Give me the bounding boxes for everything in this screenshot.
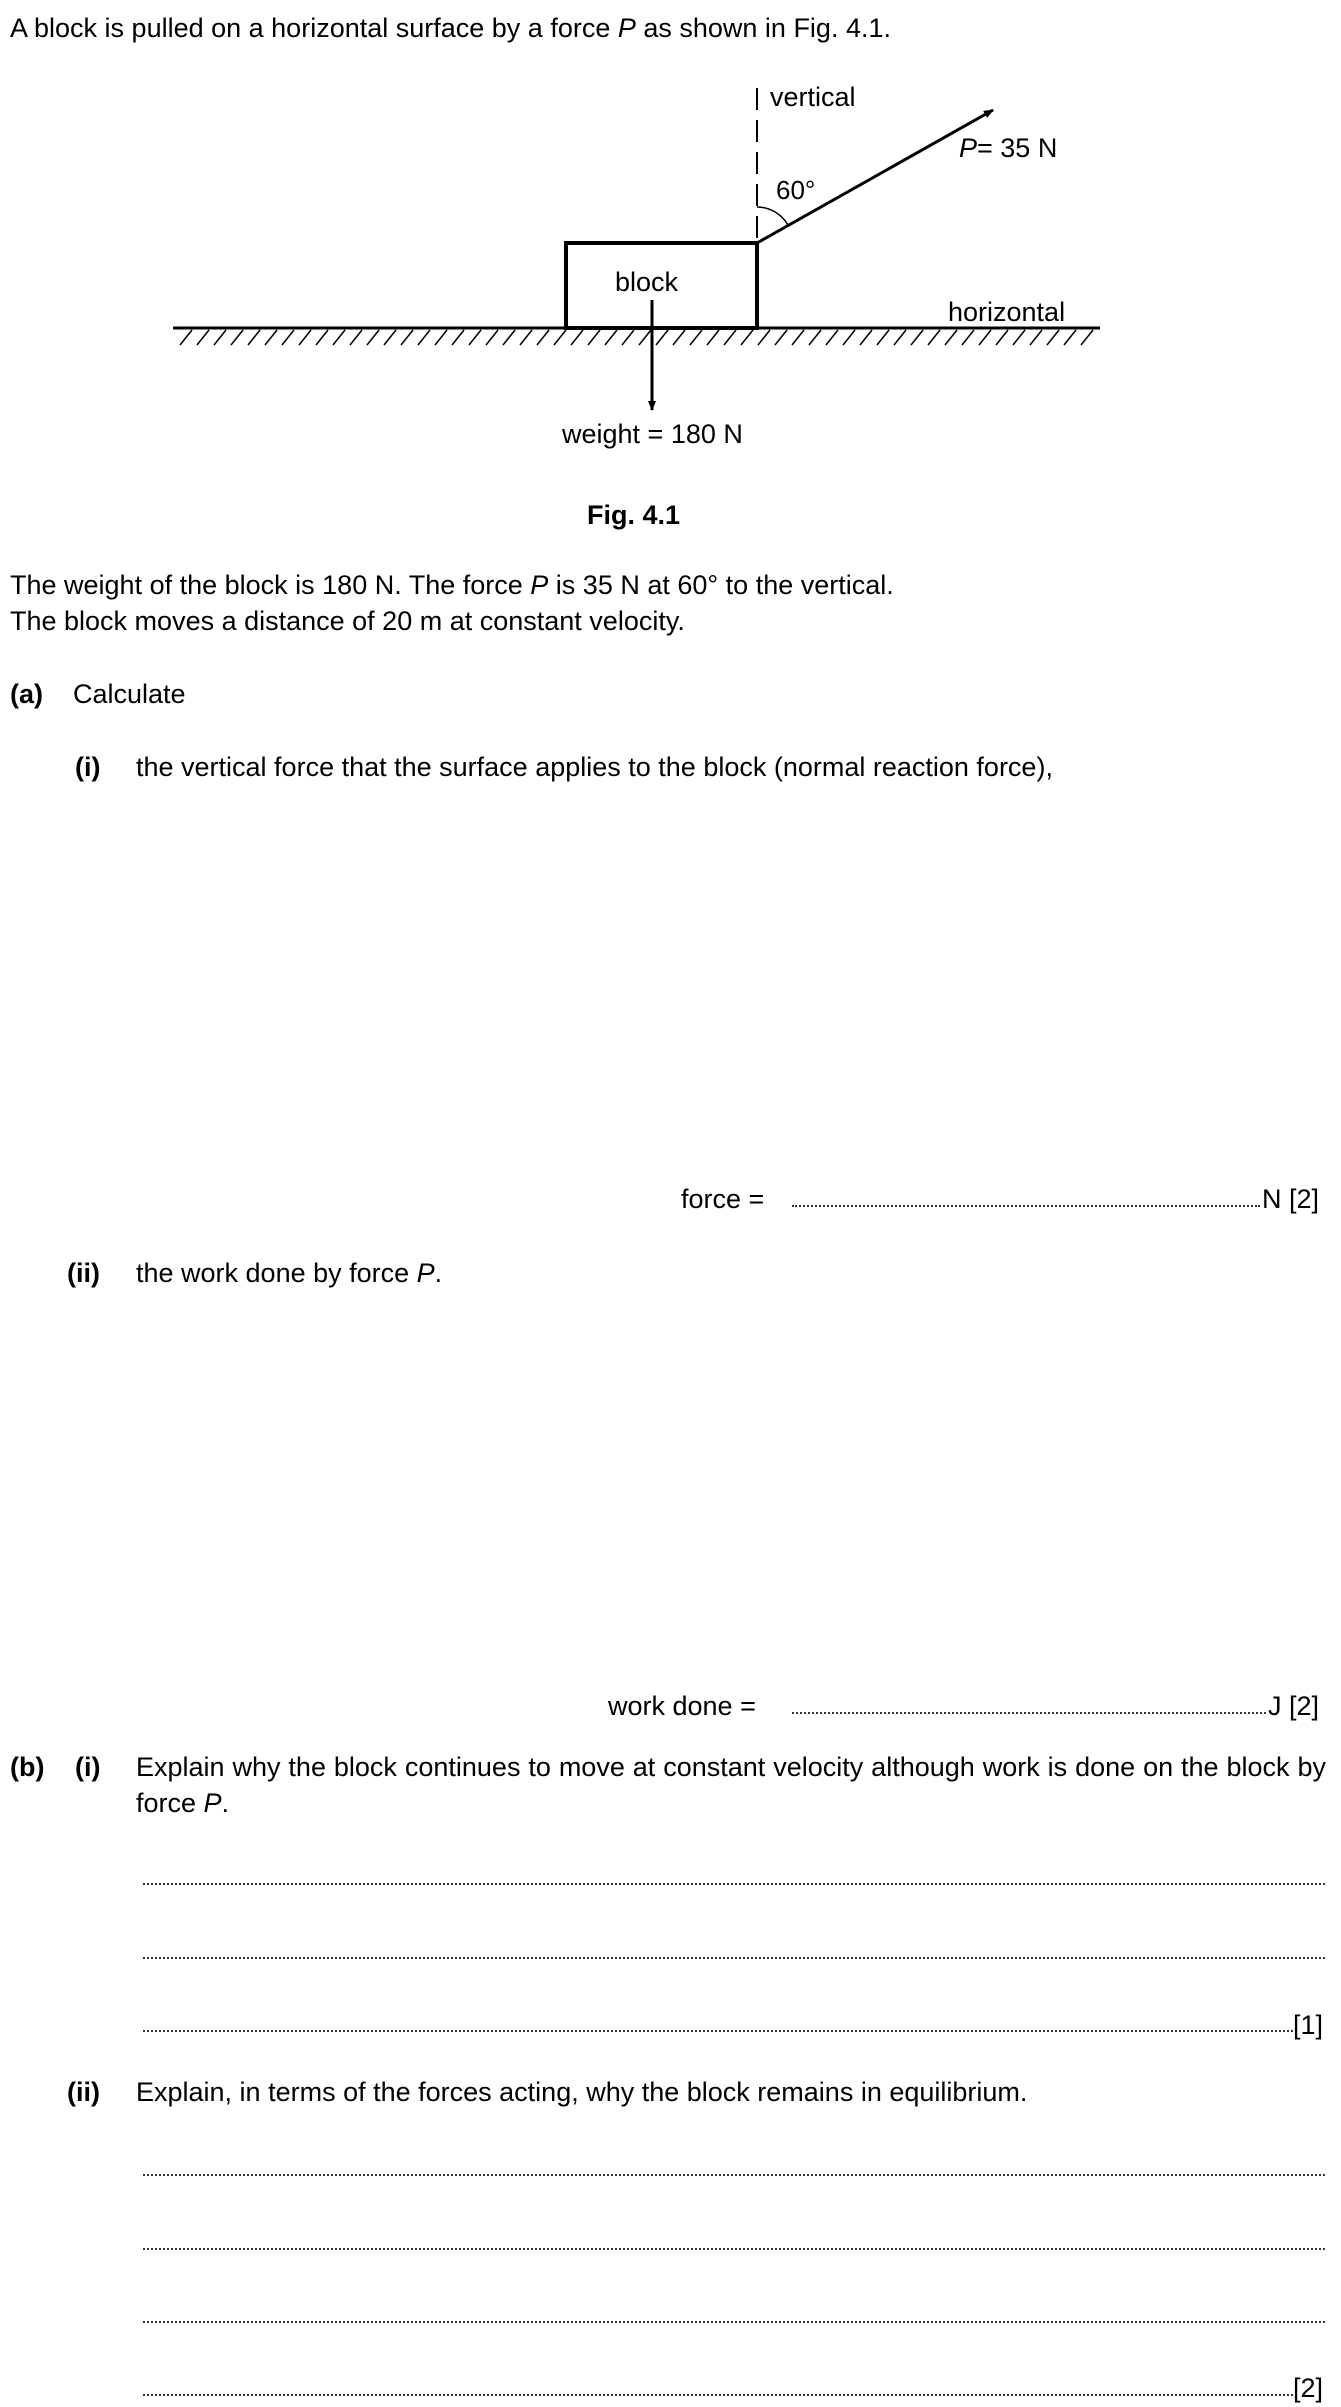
hatch-mark <box>418 330 430 345</box>
hatch-mark <box>826 330 838 345</box>
hatch-mark <box>690 330 702 345</box>
figure-4-1 <box>0 0 1341 540</box>
intro-force-symbol: P <box>617 13 636 43</box>
info-line-1-start: The weight of the block is 180 N. The force <box>10 570 531 600</box>
hatch-mark <box>384 330 396 345</box>
hatch-mark <box>996 330 1008 345</box>
part-b-i-question-end: . <box>221 1788 230 1818</box>
hatch-mark <box>707 330 719 345</box>
hatch-mark <box>843 330 855 345</box>
force-p-label: P= 35 N <box>959 133 1058 163</box>
intro-text-end: as shown in Fig. 4.1. <box>635 13 891 43</box>
hatch-mark <box>741 330 753 345</box>
hatch-mark <box>775 330 787 345</box>
hatch-mark <box>452 330 464 345</box>
hatch-mark <box>911 330 923 345</box>
part-b-i-marks: [1] <box>1293 2010 1324 2040</box>
hatch-mark <box>197 330 209 345</box>
hatch-mark <box>1064 330 1076 345</box>
weight-label: weight = 180 N <box>562 419 743 449</box>
hatch-mark <box>877 330 889 345</box>
hatch-mark <box>1013 330 1025 345</box>
part-b-i-force-symbol: P <box>203 1788 222 1818</box>
hatch-mark <box>520 330 532 345</box>
hatch-mark <box>367 330 379 345</box>
hatch-mark <box>962 330 974 345</box>
info-line-1-end: is 35 N at 60° to the vertical. <box>548 570 894 600</box>
answer-a-i-field[interactable] <box>792 1205 1260 1207</box>
hatch-mark <box>792 330 804 345</box>
part-b-ii-label: (ii) <box>67 2077 100 2107</box>
angle-label: 60° <box>776 175 816 205</box>
info-line-1 <box>10 567 894 603</box>
part-b-label: (b) <box>10 1752 45 1782</box>
hatch-mark <box>554 330 566 345</box>
answer-a-i-prefix: force = <box>681 1184 765 1214</box>
hatch-mark <box>673 330 685 345</box>
part-b-ii-question: Explain, in terms of the forces acting, why the block remains in equilibrium. <box>136 2077 1028 2107</box>
hatch-mark <box>656 330 668 345</box>
part-a-ii-question-start: the work done by force <box>136 1258 417 1288</box>
answer-b-ii-line-3[interactable] <box>143 2321 1325 2323</box>
part-b-i-label: (i) <box>75 1752 101 1782</box>
answer-b-i-line-3[interactable] <box>143 2030 1293 2032</box>
hatch-mark <box>537 330 549 345</box>
intro-text-start: A block is pulled on a horizontal surface by a force <box>10 13 618 43</box>
hatch-mark <box>248 330 260 345</box>
part-a-ii-question <box>136 1255 442 1291</box>
hatch-mark <box>486 330 498 345</box>
part-a-i-question: the vertical force that the surface applies to the block (normal reaction force), <box>136 752 1053 782</box>
hatch-mark <box>1030 330 1042 345</box>
hatch-mark <box>180 330 192 345</box>
hatch-mark <box>214 330 226 345</box>
hatch-mark <box>724 330 736 345</box>
hatch-mark <box>265 330 277 345</box>
hatch-mark <box>231 330 243 345</box>
part-b-i-question-start: Explain why the block continues to move at constant velocity although work is done on the block by force <box>136 1752 1326 1818</box>
part-a-label: (a) <box>10 679 43 709</box>
answer-b-ii-line-1[interactable] <box>143 2174 1325 2176</box>
answer-a-ii-suffix: J [2] <box>1268 1691 1320 1721</box>
answer-a-ii-field[interactable] <box>792 1712 1266 1714</box>
hatch-mark <box>469 330 481 345</box>
hatch-mark <box>928 330 940 345</box>
hatch-mark <box>1047 330 1059 345</box>
horizontal-label: horizontal <box>948 297 1066 327</box>
answer-a-i-suffix: N [2] <box>1262 1184 1320 1214</box>
hatch-mark <box>945 330 957 345</box>
hatch-mark <box>894 330 906 345</box>
hatch-mark <box>299 330 311 345</box>
answer-a-ii-prefix: work done = <box>608 1691 756 1721</box>
hatch-mark <box>571 330 583 345</box>
hatch-mark <box>282 330 294 345</box>
block-label: block <box>615 267 679 297</box>
part-a-ii-force-symbol: P <box>416 1258 435 1288</box>
answer-b-ii-line-2[interactable] <box>143 2248 1325 2250</box>
hatch-mark <box>316 330 328 345</box>
hatch-mark <box>1081 330 1093 345</box>
hatch-mark <box>605 330 617 345</box>
vertical-label: vertical <box>770 82 856 112</box>
part-b-i-question <box>136 1749 1326 1821</box>
hatch-mark <box>333 330 345 345</box>
ground-hatching <box>180 330 1093 345</box>
answer-b-i-line-2[interactable] <box>143 1957 1325 1959</box>
part-a-i-label: (i) <box>75 752 101 782</box>
part-a-ii-label: (ii) <box>67 1258 100 1288</box>
hatch-mark <box>503 330 515 345</box>
hatch-mark <box>401 330 413 345</box>
hatch-mark <box>979 330 991 345</box>
info-line-2: The block moves a distance of 20 m at constant velocity. <box>10 606 685 636</box>
part-a-ii-question-end: . <box>434 1258 443 1288</box>
hatch-mark <box>435 330 447 345</box>
hatch-mark <box>622 330 634 345</box>
part-a-stem: Calculate <box>73 679 186 709</box>
hatch-mark <box>809 330 821 345</box>
answer-b-ii-line-4[interactable] <box>143 2394 1293 2396</box>
hatch-mark <box>588 330 600 345</box>
part-b-ii-marks: [2] <box>1293 2373 1324 2403</box>
hatch-mark <box>350 330 362 345</box>
figure-caption: Fig. 4.1 <box>587 500 681 530</box>
hatch-mark <box>758 330 770 345</box>
answer-b-i-line-1[interactable] <box>143 1883 1325 1885</box>
hatch-mark <box>860 330 872 345</box>
angle-arc <box>757 207 788 225</box>
hatch-mark <box>639 330 651 345</box>
info-force-symbol: P <box>530 570 549 600</box>
